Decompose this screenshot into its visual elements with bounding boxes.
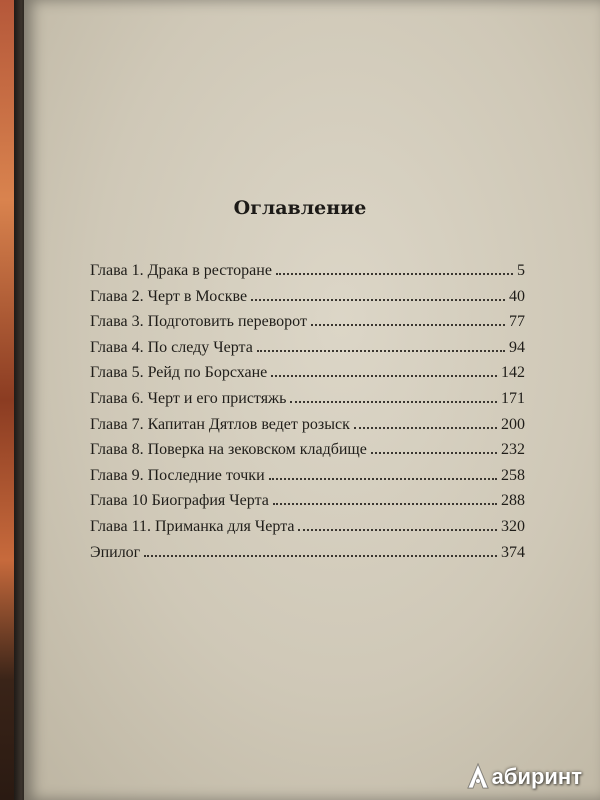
toc-entry: [90, 313, 525, 339]
toc-entry-page-number: 77: [509, 313, 525, 331]
toc-entry: [90, 364, 525, 390]
toc-entry-label: Глава 7. Капитан Дятлов ведет розыск: [90, 415, 350, 433]
toc-entry-label: Глава 6. Черт и его пристяжь: [90, 389, 287, 407]
toc-entry-page-number: 374: [501, 543, 525, 561]
dot-leader: [273, 503, 497, 505]
toc-entry-label: Глава 11. Приманка для Черта: [90, 517, 295, 535]
toc-entry-page-number: 258: [501, 466, 525, 484]
toc-entry: [90, 262, 525, 288]
dot-leader: [290, 401, 497, 403]
dot-leader: [298, 529, 497, 531]
toc-entry-page-number: 171: [501, 389, 525, 407]
toc-entry: [90, 518, 525, 544]
toc-entry-page-number: 142: [501, 364, 525, 382]
dot-leader: [276, 273, 513, 275]
toc-entry: [90, 339, 525, 365]
dot-leader: [371, 452, 497, 454]
dot-leader: [257, 350, 505, 352]
watermark-text: абиринт: [491, 764, 582, 789]
table-of-contents: [90, 262, 525, 569]
toc-entry: [90, 441, 525, 467]
dot-leader: [311, 324, 505, 326]
dot-leader: [354, 427, 497, 429]
toc-entry-label: Глава 9. Последние точки: [90, 466, 265, 484]
toc-entry-page-number: 232: [501, 441, 525, 459]
toc-entry-label: Глава 1. Драка в ресторане: [90, 262, 272, 279]
toc-entry-page-number: 320: [501, 517, 525, 535]
dot-leader: [144, 555, 497, 557]
toc-entry: [90, 416, 525, 442]
toc-entry-page-number: 200: [501, 415, 525, 433]
toc-entry: [90, 288, 525, 314]
toc-title: Оглавление: [233, 197, 367, 219]
toc-entry-page-number: 5: [517, 262, 525, 279]
toc-entry-page-number: 288: [501, 492, 525, 510]
toc-entry-label: Глава 10 Биография Черта: [90, 492, 269, 510]
watermark-logo: [466, 762, 582, 790]
dot-leader: [271, 375, 497, 377]
dot-leader: [269, 478, 497, 480]
toc-entry-label: Глава 3. Подготовить переворот: [90, 313, 307, 331]
toc-entry-label: Глава 5. Рейд по Борсхане: [90, 364, 268, 382]
dot-leader: [251, 299, 505, 301]
toc-entry-page-number: 40: [509, 287, 525, 305]
toc-entry: [90, 544, 525, 570]
toc-entry-label: Эпилог: [90, 543, 141, 561]
toc-entry: [90, 390, 525, 416]
labirint-logo-icon: [466, 762, 490, 790]
toc-entry-page-number: 94: [509, 338, 525, 356]
toc-entry-label: Глава 2. Черт в Москве: [90, 287, 248, 305]
toc-entry: [90, 467, 525, 493]
toc-entry-label: Глава 8. Поверка на зековском кладбище: [90, 441, 367, 459]
toc-entry: [90, 492, 525, 518]
toc-entry-label: Глава 4. По следу Черта: [90, 338, 253, 356]
